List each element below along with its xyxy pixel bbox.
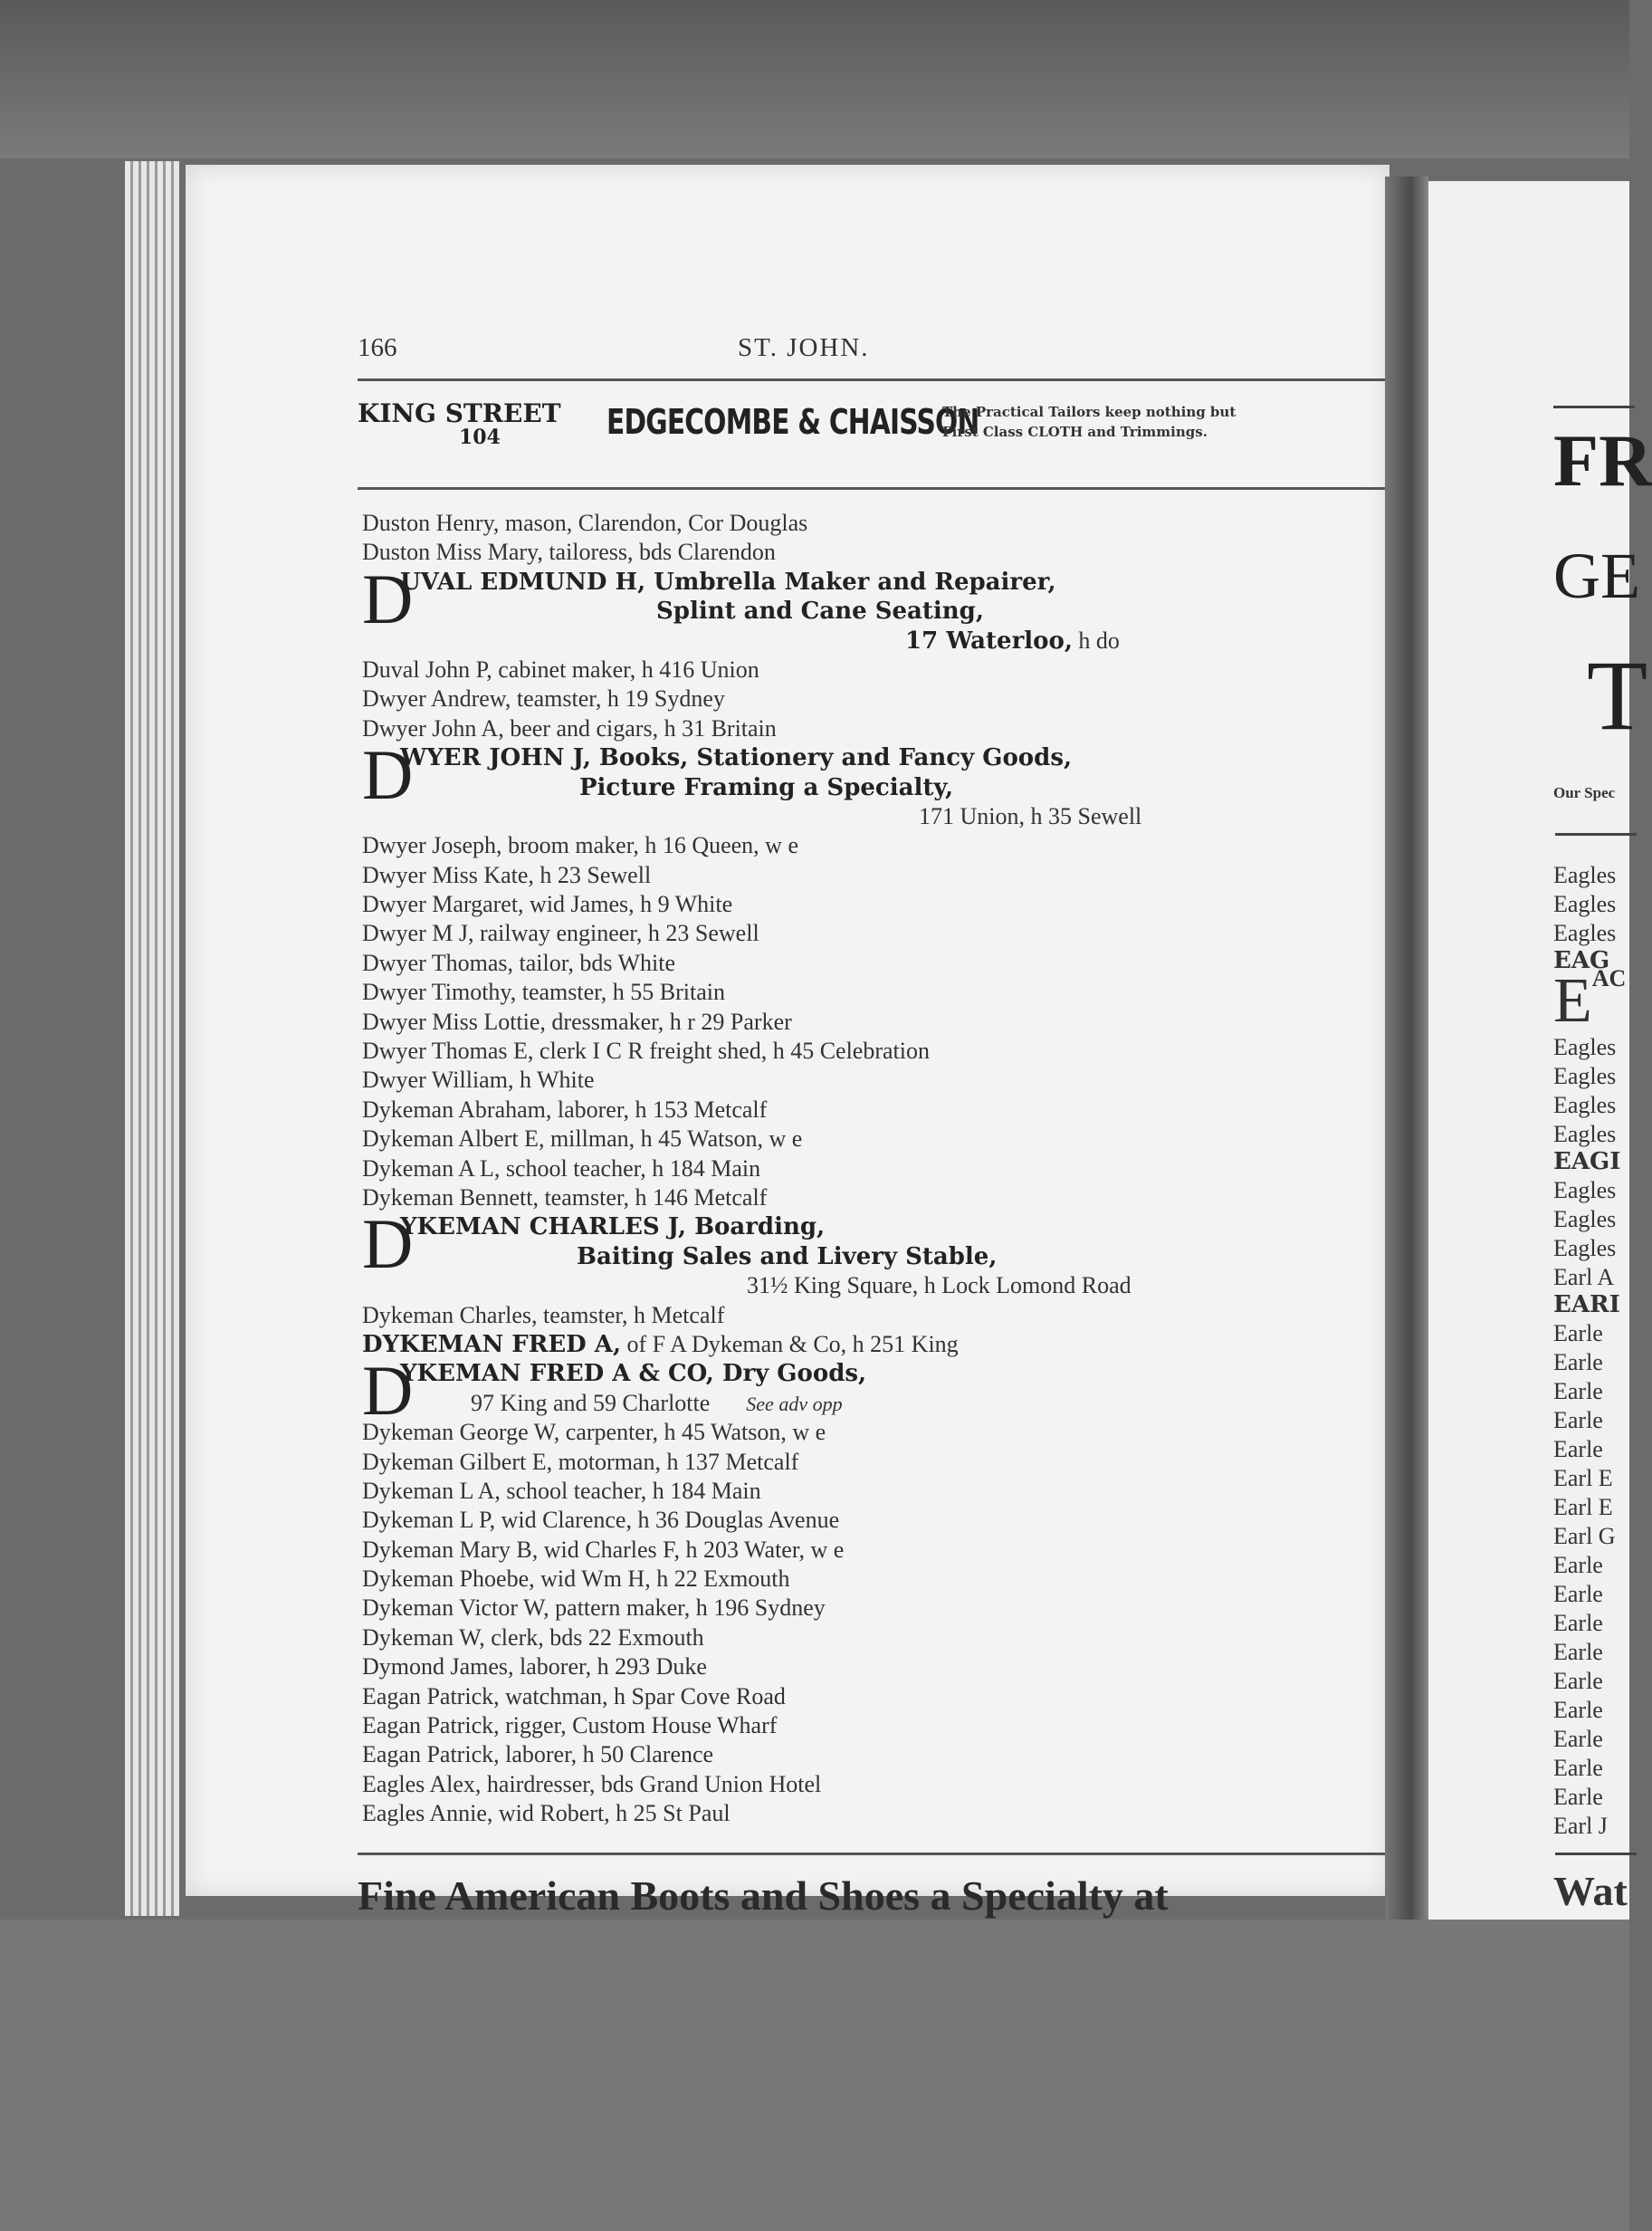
page-edges <box>125 161 179 1916</box>
list-item: Dwyer Thomas, tailor, bds White <box>362 949 676 976</box>
list-item: WYER JOHN J, Books, Stationery and Fancy Goods, <box>400 744 1073 772</box>
list-item: Dykeman Charles, teamster, h Metcalf <box>362 1301 725 1328</box>
list-item: Dykeman W, clerk, bds 22 Exmouth <box>362 1623 704 1651</box>
dykeman-charles-display-entry <box>362 1204 1448 1300</box>
list-item: Earle <box>1553 1436 1603 1462</box>
list-item: Eagan Patrick, watchman, h Spar Cove Road <box>362 1682 786 1709</box>
drop-cap <box>1553 965 1626 1038</box>
list-item: Eagles <box>1553 1177 1617 1203</box>
list-item: Earl E <box>1553 1494 1613 1520</box>
list-item: Dykeman Phoebe, wid Wm H, h 22 Exmouth <box>362 1566 790 1593</box>
list-item: Duston Henry, mason, Clarendon, Cor Douglas <box>362 510 808 536</box>
list-item: Dykeman Bennett, teamster, h 146 Metcalf <box>362 1183 768 1211</box>
list-item: Earle <box>1553 1349 1603 1375</box>
footer-advert: Fine American Boots and Shoes a Specialty at <box>358 1872 1169 1919</box>
list-item: Dykeman Albert E, millman, h 45 Watson, w e <box>362 1125 803 1153</box>
list-item: Dwyer Thomas E, clerk I C R freight shed, h 45 Celebration <box>362 1038 930 1065</box>
list-item: Dykeman Mary B, wid Charles F, h 203 Water, w e <box>362 1536 845 1563</box>
list-item: Eagles <box>1553 1121 1617 1147</box>
list-item: Dykeman Abraham, laborer, h 153 Metcalf <box>362 1096 768 1123</box>
ad-tagline-1: The Practical Tailors keep nothing but <box>942 404 1237 420</box>
page-number: 166 <box>358 333 397 362</box>
right-heading-3: T <box>1587 640 1648 751</box>
list-item: Earle <box>1553 1697 1603 1723</box>
list-item: Dwyer John A, beer and cigars, h 31 Britain <box>362 714 777 742</box>
list-item: Earl A <box>1553 1264 1615 1290</box>
right-heading-2: GE <box>1553 540 1640 612</box>
drop-cap-letter: E <box>1553 966 1592 1036</box>
list-item: Dykeman Victor W, pattern maker, h 196 Sydney <box>362 1594 826 1622</box>
ad-street-name: KING STREET <box>358 398 561 428</box>
list-item: 171 Union, h 35 Sewell <box>919 802 1142 829</box>
list-item: Eagles <box>1553 1235 1617 1261</box>
list-item: Eagan Patrick, rigger, Custom House Wharf <box>362 1712 778 1739</box>
list-item: YKEMAN FRED A & CO, Dry Goods, <box>400 1360 867 1388</box>
list-item: Earl E <box>1553 1465 1613 1491</box>
list-item: Dwyer Miss Lottie, dressmaker, h r 29 Parker <box>362 1008 792 1035</box>
drop-cap: D <box>362 1204 414 1284</box>
list-item: Duston Miss Mary, tailoress, bds Clarendon <box>362 539 776 566</box>
list-item: Eagles Alex, hairdresser, bds Grand Union Hotel <box>362 1770 822 1797</box>
ad-street-number: 104 <box>459 426 501 449</box>
list-item: Dwyer Joseph, broom maker, h 16 Queen, w e <box>362 832 799 859</box>
list-item: Dwyer Miss Kate, h 23 Sewell <box>362 861 652 888</box>
ad-street <box>358 398 566 449</box>
list-item: Earle <box>1553 1726 1603 1752</box>
list-item: Earle <box>1553 1668 1603 1694</box>
list-item: Eagles <box>1553 1063 1617 1089</box>
list-item: Dykeman Gilbert E, motorman, h 137 Metcalf <box>362 1448 799 1475</box>
list-item: Eagles <box>1553 862 1617 888</box>
list-item: Eagles Annie, wid Robert, h 25 St Paul <box>362 1800 731 1827</box>
list-item: YKEMAN CHARLES J, Boarding, <box>400 1213 826 1241</box>
list-item <box>362 1330 1448 1359</box>
list-item: Earle <box>1553 1552 1603 1578</box>
adv-note: See adv opp <box>746 1392 843 1415</box>
footer-rule <box>358 1853 1444 1855</box>
scan-background-bottom <box>0 1920 1629 2231</box>
list-item: Earle <box>1553 1784 1603 1810</box>
list-item: EAGI <box>1553 1148 1621 1175</box>
running-title: ST. JOHN. <box>738 333 870 362</box>
list-item: Dykeman A L, school teacher, h 184 Main <box>362 1154 761 1182</box>
list-item: 31½ King Square, h Lock Lomond Road <box>747 1272 1132 1299</box>
list-item: Earle <box>1553 1378 1603 1404</box>
list-item: Dwyer Timothy, teamster, h 55 Britain <box>362 979 725 1006</box>
list-item: Dwyer William, h White <box>362 1067 595 1094</box>
list-item: Earl J <box>1553 1813 1608 1839</box>
right-heading-1: FR <box>1553 419 1652 502</box>
list-item: Earl G <box>1553 1523 1616 1549</box>
list-item: Dykeman L P, wid Clarence, h 36 Douglas Avenue <box>362 1507 840 1534</box>
right-top-rule <box>1553 406 1635 408</box>
dykeman-fred-co-display-entry <box>362 1351 1448 1431</box>
duval-display-entry <box>362 559 1448 656</box>
address: 97 King and 59 Charlotte <box>471 1389 711 1416</box>
ad-firm-name: EDGECOMBE & CHAISSON <box>606 402 979 442</box>
list-item: Eagles <box>1553 920 1617 946</box>
list-item: Dykeman George W, carpenter, h 45 Watson, w e <box>362 1419 826 1446</box>
list-item <box>362 627 1448 656</box>
running-head <box>186 333 1389 369</box>
list-item: EARI <box>1553 1291 1620 1318</box>
list-item: Eagles <box>1553 891 1617 917</box>
drop-cap: D <box>362 1351 414 1431</box>
right-mid-rule <box>1555 833 1637 836</box>
list-item: Earle <box>1553 1639 1603 1665</box>
entry-name: DYKEMAN FRED A, <box>362 1330 621 1358</box>
directory-entries <box>362 509 1448 1829</box>
right-page <box>1428 181 1652 1920</box>
right-footer: Wat <box>1553 1868 1628 1914</box>
top-rule <box>358 378 1444 381</box>
list-item: Baiting Sales and Livery Stable, <box>577 1242 998 1270</box>
list-item: Eagan Patrick, laborer, h 50 Clarence <box>362 1741 714 1768</box>
drop-cap: D <box>362 735 414 815</box>
ad-bottom-rule <box>358 487 1444 490</box>
list-item: Eagles <box>1553 1092 1617 1118</box>
drop-cap: D <box>362 559 414 638</box>
address: 17 Waterloo, <box>905 627 1073 655</box>
list-item: Dwyer M J, railway engineer, h 23 Sewell <box>362 920 759 947</box>
scan-background-top <box>0 0 1629 158</box>
list-item: Picture Framing a Specialty, <box>579 773 954 801</box>
book-gutter <box>1385 177 1428 1920</box>
list-item: Duval John P, cabinet maker, h 416 Union <box>362 656 759 683</box>
list-item: Splint and Cane Seating, <box>656 598 984 626</box>
ad-tagline-2: First Class CLOTH and Trimmings. <box>942 424 1208 440</box>
dwyer-display-entry <box>362 735 1448 831</box>
list-item: Earle <box>1553 1407 1603 1433</box>
list-item <box>362 1389 1448 1418</box>
list-item: Earle <box>1553 1755 1603 1781</box>
list-item: Eagles <box>1553 1034 1617 1060</box>
list-item: Earle <box>1553 1581 1603 1607</box>
list-item: Eagles <box>1553 1206 1617 1232</box>
list-item: Dwyer Margaret, wid James, h 9 White <box>362 891 733 918</box>
ad-tagline <box>942 402 1286 442</box>
list-item: UVAL EDMUND H, Umbrella Maker and Repairer, <box>400 568 1056 596</box>
list-item: Earle <box>1553 1320 1603 1346</box>
list-item: Dykeman L A, school teacher, h 184 Main <box>362 1477 761 1504</box>
entry-detail: of F A Dykeman & Co, h 251 King <box>621 1330 959 1357</box>
list-item: Earle <box>1553 1610 1603 1636</box>
right-spec-text: Our Spec <box>1553 784 1616 801</box>
list-item: EAG <box>1553 947 1610 974</box>
drop-cap-continuation: AC <box>1591 965 1627 991</box>
list-item: Dymond James, laborer, h 293 Duke <box>362 1653 707 1680</box>
left-page <box>186 165 1389 1919</box>
residence: h do <box>1072 627 1120 654</box>
right-footer-rule <box>1555 1853 1637 1855</box>
list-item: Dwyer Andrew, teamster, h 19 Sydney <box>362 685 725 713</box>
